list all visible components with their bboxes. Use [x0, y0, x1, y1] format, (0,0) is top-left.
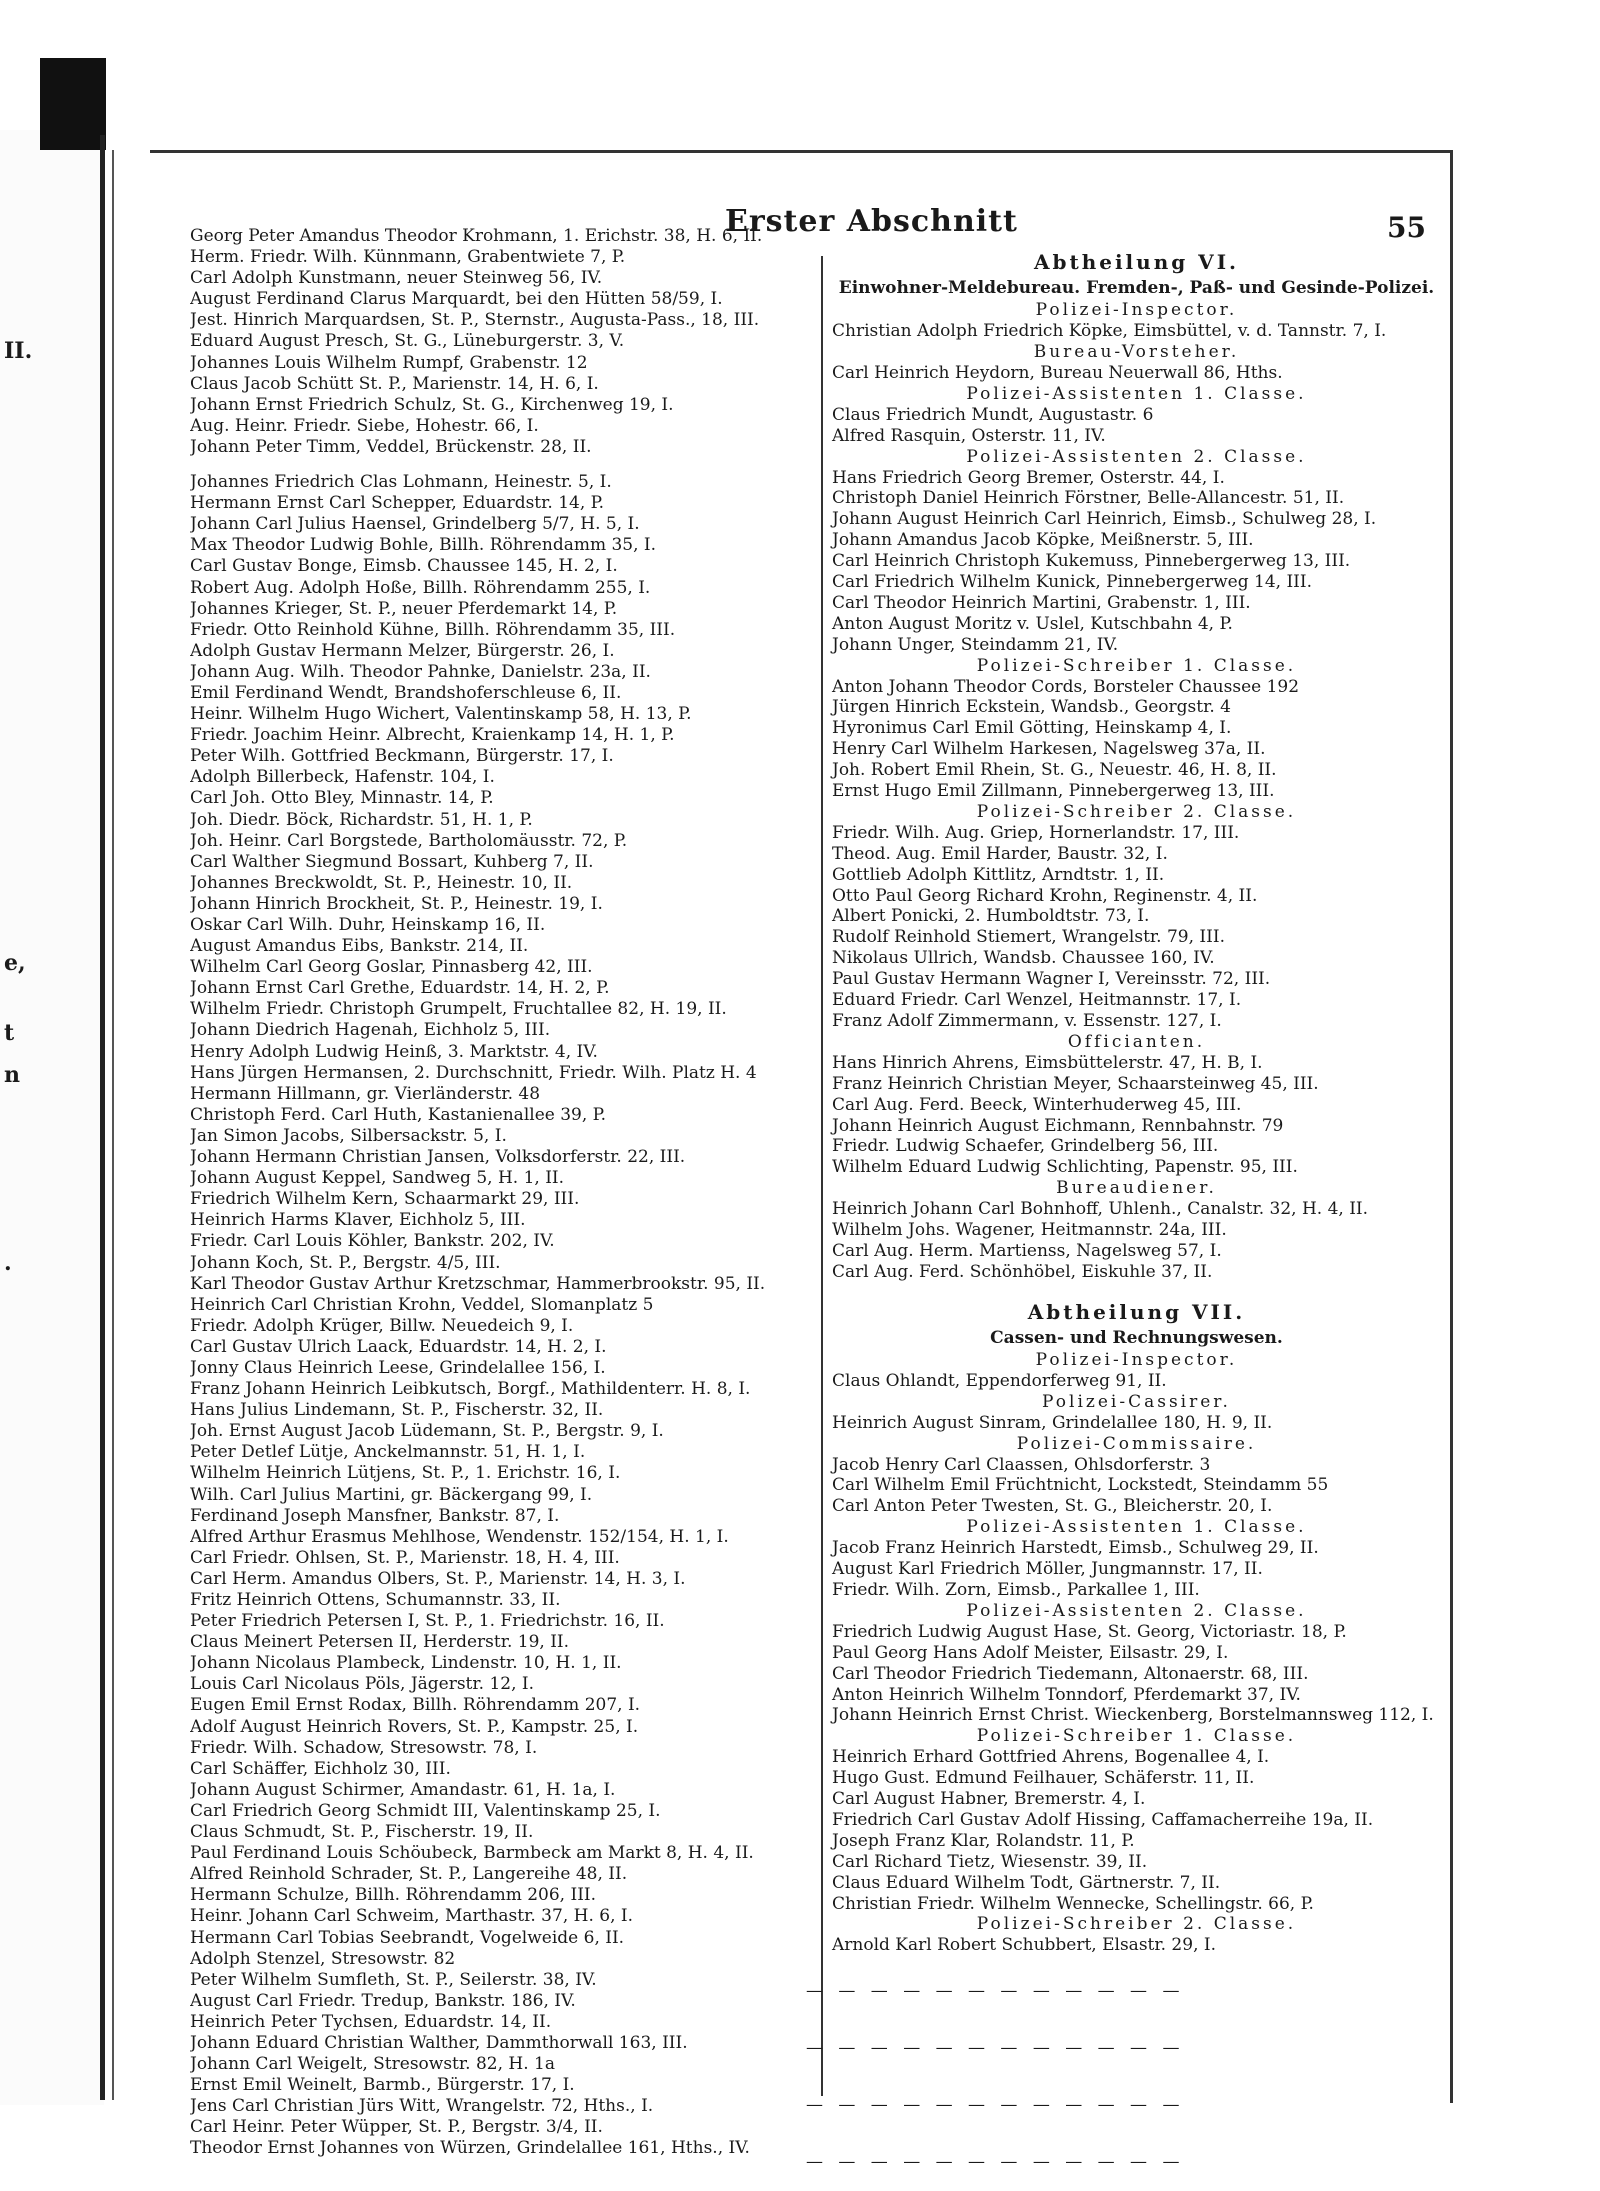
- directory-entry: Alfred Arthur Erasmus Mehlhose, Wendenstr. 152/154, H. 1, I.: [190, 1526, 729, 1547]
- directory-entry: Wilhelm Friedr. Christoph Grumpelt, Fruchtallee 82, H. 19, II.: [190, 999, 727, 1020]
- directory-entry: Eugen Emil Ernst Rodax, Billh. Röhrendamm 207, I.: [190, 1695, 641, 1716]
- directory-entry: Christian Adolph Friedrich Köpke, Eimsbüttel, v. d. Tannstr. 7, I.: [832, 321, 1387, 341]
- directory-entry: Herm. Friedr. Wilh. Künnmann, Grabentwiete 7, P.: [190, 247, 626, 268]
- directory-entry: Joh. Diedr. Böck, Richardstr. 51, H. 1, P.: [190, 809, 533, 830]
- directory-entry: August Ferdinand Clarus Marquardt, bei den Hütten 58/59, I.: [190, 289, 723, 310]
- directory-entry: Johann Carl Julius Haensel, Grindelberg 5/7, H. 5, I.: [190, 514, 640, 535]
- directory-entry: Ernst Emil Weinelt, Barmb., Bürgerstr. 17, I.: [190, 2075, 575, 2096]
- section-heading: Polizei-Schreiber 2. Classe.: [976, 1914, 1297, 1935]
- dash-row: — — — — — — — — — — — —: [806, 2038, 1185, 2058]
- entry-list: [824, 1053, 1449, 1178]
- directory-entry: Carl Theodor Friedrich Tiedemann, Altonaerstr. 68, III.: [832, 1663, 1309, 1684]
- directory-entry: Gottlieb Adolph Kittlitz, Arndtstr. 1, II.: [832, 864, 1165, 885]
- margin-fragment: .: [4, 1250, 12, 1276]
- directory-entry: Jacob Henry Carl Claassen, Ohlsdorferstr. 3: [832, 1454, 1211, 1475]
- directory-entry: Max Theodor Ludwig Bohle, Billh. Röhrendamm 35, I.: [190, 535, 657, 556]
- directory-entry: Carl Adolph Kunstmann, neuer Steinweg 56, IV.: [190, 268, 603, 289]
- directory-entry: Johann Hinrich Brockheit, St. P., Heinestr. 19, I.: [190, 893, 603, 914]
- entry-list: [824, 363, 1449, 384]
- directory-entry: Friedrich Wilhelm Kern, Schaarmarkt 29, III.: [190, 1189, 580, 1210]
- directory-entry: Johann Diedrich Hagenah, Eichholz 5, III.: [190, 1020, 551, 1041]
- directory-entry: Peter Wilh. Gottfried Beckmann, Bürgerstr. 17, I.: [190, 746, 614, 767]
- spine-line-inner: [112, 150, 114, 2100]
- section-spacer: [824, 1283, 1449, 1299]
- entry-list: [824, 1622, 1449, 1726]
- directory-entry: Alfred Rasquin, Osterstr. 11, IV.: [832, 425, 1106, 446]
- left-group-2: [190, 472, 870, 2160]
- directory-entry: August Carl Friedr. Tredup, Bankstr. 186, IV.: [190, 1990, 576, 2011]
- directory-entry: Jan Simon Jacobs, Silbersackstr. 5, I.: [190, 1125, 507, 1146]
- directory-entry: Friedr. Wilh. Zorn, Eimsb., Parkallee 1, III.: [832, 1579, 1200, 1600]
- directory-entry: Friedr. Wilh. Aug. Griep, Hornerlandstr. 17, III.: [832, 822, 1240, 843]
- directory-entry: Carl Gustav Ulrich Laack, Eduardstr. 14, H. 2, I.: [190, 1336, 607, 1357]
- directory-entry: Alfred Reinhold Schrader, St. P., Langereihe 48, II.: [190, 1864, 628, 1885]
- group-gap: [190, 458, 870, 472]
- directory-entry: Johann Ernst Friedrich Schulz, St. G., Kirchenweg 19, I.: [190, 394, 674, 415]
- directory-entry: Hermann Schulze, Billh. Röhrendamm 206, III.: [190, 1885, 597, 1906]
- directory-entry: Christoph Daniel Heinrich Förstner, Belle-Allancestr. 51, II.: [832, 488, 1345, 509]
- directory-entry: Johannes Breckwoldt, St. P., Heinestr. 10, II.: [190, 872, 573, 893]
- directory-entry: Carl Heinrich Christoph Kukemuss, Pinnebergerweg 13, III.: [832, 551, 1351, 572]
- entry-list: [824, 1199, 1449, 1283]
- directory-entry: Anton Johann Theodor Cords, Borsteler Chaussee 192: [832, 676, 1300, 697]
- directory-entry: Hans Julius Lindemann, St. P., Fischerstr. 32, II.: [190, 1400, 604, 1421]
- section-heading: Bureau-Vorsteher.: [1033, 341, 1240, 362]
- abteilung-subtitle: Cassen- und Rechnungswesen.: [990, 1327, 1283, 1348]
- section-heading: Bureaudiener.: [1056, 1178, 1217, 1199]
- margin-fragment: II.: [4, 338, 33, 364]
- right-column: [824, 249, 1449, 1956]
- directory-entry: Claus Jacob Schütt St. P., Marienstr. 14, H. 6, I.: [190, 373, 599, 394]
- directory-entry: Joh. Ernst August Jacob Lüdemann, St. P., Bergstr. 9, I.: [190, 1421, 664, 1442]
- directory-entry: Paul Georg Hans Adolf Meister, Eilsastr. 29, I.: [832, 1642, 1229, 1663]
- spine-line: [100, 135, 105, 2100]
- directory-entry: Theodor Ernst Johannes von Würzen, Grindelallee 161, Hths., IV.: [190, 2138, 750, 2159]
- directory-entry: Jest. Hinrich Marquardsen, St. P., Sternstr., Augusta-Pass., 18, III.: [190, 310, 760, 331]
- section-heading: Polizei-Schreiber 1. Classe.: [976, 655, 1297, 676]
- directory-entry: Friedr. Adolph Krüger, Billw. Neuedeich 9, I.: [190, 1315, 574, 1336]
- directory-entry: Theod. Aug. Emil Harder, Baustr. 32, I.: [832, 843, 1168, 864]
- directory-entry: Emil Ferdinand Wendt, Brandshoferschleuse 6, II.: [190, 682, 622, 703]
- directory-entry: Oskar Carl Wilh. Duhr, Heinskamp 16, II.: [190, 915, 546, 935]
- directory-entry: Johann Aug. Wilh. Theodor Pahnke, Danielstr. 23a, II.: [190, 661, 651, 682]
- directory-entry: Johannes Krieger, St. P., neuer Pferdemarkt 14, P.: [190, 598, 618, 619]
- directory-entry: Claus Ohlandt, Eppendorferweg 91, II.: [832, 1370, 1167, 1391]
- directory-entry: Peter Detlef Lütje, Anckelmannstr. 51, H. 1, I.: [190, 1442, 586, 1463]
- directory-entry: Hermann Hillmann, gr. Vierländerstr. 48: [190, 1083, 541, 1104]
- directory-entry: Heinrich Harms Klaver, Eichholz 5, III.: [190, 1210, 526, 1231]
- directory-entry: Wilhelm Carl Georg Goslar, Pinnasberg 42, III.: [190, 957, 593, 978]
- directory-entry: Hans Friedrich Georg Bremer, Osterstr. 44, I.: [832, 467, 1225, 488]
- section-heading: Polizei-Inspector.: [1035, 1349, 1238, 1370]
- directory-entry: Heinr. Wilhelm Hugo Wichert, Valentinskamp 58, H. 13, P.: [190, 704, 692, 725]
- directory-entry: Johann Peter Timm, Veddel, Brückenstr. 28, II.: [190, 436, 592, 457]
- dash-row: — — — — — — — — — — — —: [806, 2095, 1185, 2115]
- section-heading: Polizei-Schreiber 2. Classe.: [976, 801, 1297, 822]
- directory-entry: Georg Peter Amandus Theodor Krohmann, 1. Erichstr. 38, H. 6, II.: [190, 226, 763, 246]
- abteilung-title: Abtheilung VII.: [1027, 1299, 1246, 1324]
- directory-entry: Johann August Keppel, Sandweg 5, H. 1, II.: [190, 1168, 565, 1189]
- directory-entry: Friedr. Carl Louis Köhler, Bankstr. 202, IV.: [190, 1231, 555, 1252]
- page-number: 55: [1387, 211, 1426, 244]
- directory-entry: Albert Ponicki, 2. Humboldtstr. 73, I.: [832, 906, 1150, 927]
- binding-edge-bar: [40, 58, 106, 150]
- directory-entry: Rudolf Reinhold Stiemert, Wrangelstr. 79, III.: [832, 927, 1225, 948]
- directory-entry: August Karl Friedrich Möller, Jungmannstr. 17, II.: [832, 1559, 1263, 1580]
- directory-entry: Carl Heinrich Heydorn, Bureau Neuerwall 86, Hths.: [832, 362, 1283, 383]
- directory-entry: Claus Eduard Wilhelm Todt, Gärtnerstr. 7, II.: [832, 1872, 1221, 1893]
- directory-entry: Carl Friedrich Wilhelm Kunick, Pinnebergerweg 14, III.: [832, 572, 1313, 593]
- directory-entry: Jonny Claus Heinrich Leese, Grindelallee 156, I.: [190, 1357, 606, 1378]
- directory-entry: Jürgen Hinrich Eckstein, Wandsb., Georgstr. 4: [832, 697, 1231, 718]
- directory-entry: Wilh. Carl Julius Martini, gr. Bäckergang 99, I.: [190, 1484, 593, 1505]
- abteilung-title: Abtheilung VI.: [1033, 250, 1240, 274]
- directory-entry: Friedr. Wilh. Schadow, Stresowstr. 78, I.: [190, 1737, 538, 1758]
- entry-list: [824, 1747, 1449, 1914]
- directory-entry: Friedr. Ludwig Schaefer, Grindelberg 56, III.: [832, 1136, 1219, 1157]
- directory-entry: Claus Schmudt, St. P., Fischerstr. 19, II.: [190, 1822, 534, 1843]
- directory-entry: Friedr. Otto Reinhold Kühne, Billh. Röhrendamm 35, III.: [190, 619, 676, 640]
- directory-entry: Paul Gustav Hermann Wagner I, Vereinsstr. 72, III.: [832, 969, 1271, 990]
- directory-entry: Heinr. Johann Carl Schweim, Marthastr. 37, H. 6, I.: [190, 1906, 633, 1927]
- directory-entry: Hermann Ernst Carl Schepper, Eduardstr. 14, P.: [190, 493, 605, 514]
- directory-entry: Wilhelm Johs. Wagener, Heitmannstr. 24a, III.: [832, 1220, 1227, 1241]
- left-group-1: [190, 226, 870, 458]
- section-heading: Polizei-Assistenten 1. Classe.: [966, 383, 1307, 404]
- directory-entry: Friedrich Carl Gustav Adolf Hissing, Caffamacherreihe 19a, II.: [832, 1809, 1374, 1830]
- directory-entry: Carl Aug. Herm. Martienss, Nagelsweg 57, I.: [832, 1240, 1222, 1261]
- directory-entry: Joh. Heinr. Carl Borgstede, Bartholomäusstr. 72, P.: [190, 830, 628, 851]
- directory-entry: Johann Carl Weigelt, Stresowstr. 82, H. 1a: [190, 2054, 555, 2075]
- directory-entry: Carl Aug. Ferd. Beeck, Winterhuderweg 45, III.: [832, 1094, 1242, 1115]
- section-heading: Polizei-Inspector.: [1035, 300, 1238, 320]
- directory-entry: Eduard Friedr. Carl Wenzel, Heitmannstr. 17, I.: [832, 990, 1242, 1011]
- directory-entry: Ferdinand Joseph Mansfner, Bankstr. 87, I.: [190, 1505, 560, 1526]
- directory-entry: Heinrich Erhard Gottfried Ahrens, Bogenallee 4, I.: [832, 1747, 1270, 1768]
- directory-entry: Heinrich Peter Tychsen, Eduardstr. 14, II.: [190, 2011, 552, 2032]
- entry-list: [824, 405, 1449, 447]
- directory-entry: Carl Schäffer, Eichholz 30, III.: [190, 1758, 451, 1779]
- directory-entry: August Amandus Eibs, Bankstr. 214, II.: [190, 936, 529, 957]
- directory-entry: Carl Gustav Bonge, Eimsb. Chaussee 145, H. 2, I.: [190, 556, 618, 577]
- margin-fragment: e,: [4, 950, 26, 976]
- directory-entry: Heinrich Johann Carl Bohnhoff, Uhlenh., Canalstr. 32, H. 4, II.: [832, 1199, 1369, 1220]
- entry-list: [824, 677, 1449, 802]
- directory-entry: Carl Herm. Amandus Olbers, St. P., Marienstr. 14, H. 3, I.: [190, 1568, 686, 1589]
- directory-entry: Carl Richard Tietz, Wiesenstr. 39, II.: [832, 1851, 1148, 1872]
- directory-entry: Franz Adolf Zimmermann, v. Essenstr. 127, I.: [832, 1010, 1222, 1031]
- directory-entry: Adolf August Heinrich Rovers, St. P., Kampstr. 25, I.: [190, 1716, 639, 1737]
- directory-entry: Johann Heinrich Ernst Christ. Wieckenberg, Borstelmannsweg 112, I.: [832, 1705, 1434, 1726]
- column-divider: [821, 256, 823, 2096]
- directory-entry: Carl Joh. Otto Bley, Minnastr. 14, P.: [190, 788, 494, 809]
- section-heading: Polizei-Assistenten 2. Classe.: [966, 446, 1307, 467]
- directory-entry: Johann Amandus Jacob Köpke, Meißnerstr. 5, III.: [832, 530, 1254, 551]
- directory-entry: Carl August Habner, Bremerstr. 4, I.: [832, 1789, 1146, 1810]
- directory-entry: Fritz Heinrich Ottens, Schumannstr. 33, II.: [190, 1590, 561, 1610]
- directory-entry: Johann Hermann Christian Jansen, Volksdorferstr. 22, III.: [190, 1147, 686, 1168]
- directory-entry: Jacob Franz Heinrich Harstedt, Eimsb., Schulweg 29, II.: [832, 1538, 1319, 1559]
- section-heading: Polizei-Schreiber 1. Classe.: [976, 1726, 1297, 1747]
- directory-entry: Claus Meinert Petersen II, Herderstr. 19, II.: [190, 1632, 570, 1653]
- directory-entry: Carl Anton Peter Twesten, St. G., Bleicherstr. 20, I.: [832, 1496, 1273, 1517]
- directory-entry: Johann Nicolaus Plambeck, Lindenstr. 10, H. 1, II.: [190, 1653, 622, 1674]
- section-heading: Officianten.: [1067, 1031, 1206, 1052]
- previous-page-edge: [0, 130, 104, 2105]
- directory-entry: Johann Unger, Steindamm 21, IV.: [832, 634, 1119, 655]
- directory-entry: Eduard August Presch, St. G., Lüneburgerstr. 3, V.: [190, 331, 625, 352]
- directory-entry: Friedrich Ludwig August Hase, St. Georg, Victoriastr. 18, P.: [832, 1621, 1347, 1642]
- directory-entry: Christian Friedr. Wilhelm Wennecke, Schellingstr. 66, P.: [832, 1893, 1314, 1914]
- entry-list: [824, 1538, 1449, 1601]
- section-heading: Polizei-Assistenten 2. Classe.: [966, 1600, 1307, 1621]
- directory-entry: Henry Carl Wilhelm Harkesen, Nagelsweg 37a, II.: [832, 739, 1266, 760]
- directory-entry: Heinrich August Sinram, Grindelallee 180, H. 9, II.: [832, 1412, 1273, 1433]
- entry-list: [824, 1413, 1449, 1434]
- entry-list: [824, 468, 1449, 656]
- directory-entry: Nikolaus Ullrich, Wandsb. Chaussee 160, IV.: [832, 948, 1215, 969]
- directory-entry: Carl Friedrich Georg Schmidt III, Valentinskamp 25, I.: [190, 1800, 661, 1821]
- directory-entry: Franz Johann Heinrich Leibkutsch, Borgf., Mathildenterr. H. 8, I.: [190, 1379, 751, 1400]
- directory-entry: Adolph Stenzel, Stresowstr. 82: [190, 1948, 456, 1969]
- blank-placeholder-lines: [806, 1944, 1184, 2191]
- directory-entry: Johannes Friedrich Clas Lohmann, Heinestr. 5, I.: [190, 472, 612, 493]
- entry-list: [824, 321, 1449, 342]
- directory-entry: Christoph Ferd. Carl Huth, Kastanienallee 39, P.: [190, 1104, 607, 1125]
- directory-entry: Franz Heinrich Christian Meyer, Schaarsteinweg 45, III.: [832, 1073, 1319, 1094]
- directory-entry: Adolph Billerbeck, Hafenstr. 104, I.: [190, 767, 495, 788]
- entry-list: [824, 1455, 1449, 1518]
- directory-entry: Arnold Karl Robert Schubbert, Elsastr. 29, I.: [832, 1935, 1216, 1956]
- directory-entry: Joh. Robert Emil Rhein, St. G., Neuestr. 46, H. 8, II.: [832, 760, 1277, 781]
- directory-entry: Robert Aug. Adolph Hoße, Billh. Röhrendamm 255, I.: [190, 577, 651, 598]
- directory-entry: Johann Heinrich August Eichmann, Rennbahnstr. 79: [832, 1115, 1284, 1136]
- directory-entry: Johann Eduard Christian Walther, Dammthorwall 163, III.: [190, 2032, 688, 2053]
- directory-entry: Carl Aug. Ferd. Schönhöbel, Eiskuhle 37, II.: [832, 1261, 1213, 1282]
- directory-entry: Carl Friedr. Ohlsen, St. P., Marienstr. 18, H. 4, III.: [190, 1547, 620, 1568]
- directory-entry: Friedr. Joachim Heinr. Albrecht, Kraienkamp 14, H. 1, P.: [190, 725, 675, 746]
- directory-entry: Johann August Heinrich Carl Heinrich, Eimsb., Schulweg 28, I.: [832, 509, 1377, 530]
- left-column: [190, 226, 870, 2160]
- directory-entry: Anton August Moritz v. Uslel, Kutschbahn 4, P.: [832, 613, 1233, 634]
- directory-entry: Wilhelm Heinrich Lütjens, St. P., 1. Erichstr. 16, I.: [190, 1463, 621, 1484]
- section-heading: Polizei-Cassirer.: [1042, 1391, 1231, 1412]
- directory-entry: Hermann Carl Tobias Seebrandt, Vogelweide 6, II.: [190, 1927, 625, 1948]
- dash-row: — — — — — — — — — — — —: [806, 1981, 1185, 2001]
- dash-row: — — — — — — — — — — — —: [806, 2152, 1185, 2172]
- directory-entry: Johann August Schirmer, Amandastr. 61, H. 1a, I.: [190, 1779, 616, 1800]
- directory-page: [150, 150, 1453, 2159]
- directory-entry: Hugo Gust. Edmund Feilhauer, Schäferstr. 11, II.: [832, 1768, 1255, 1789]
- margin-fragment: n: [4, 1062, 20, 1088]
- directory-entry: Hyronimus Carl Emil Götting, Heinskamp 4, I.: [832, 718, 1232, 739]
- directory-entry: Ernst Hugo Emil Zillmann, Pinnebergerweg 13, III.: [832, 781, 1275, 802]
- directory-entry: Otto Paul Georg Richard Krohn, Reginenstr. 4, II.: [832, 885, 1258, 906]
- directory-entry: Louis Carl Nicolaus Pöls, Jägerstr. 12, I.: [190, 1674, 535, 1695]
- directory-entry: Peter Wilhelm Sumfleth, St. P., Seilerstr. 38, IV.: [190, 1969, 597, 1990]
- directory-entry: Carl Theodor Heinrich Martini, Grabenstr. 1, III.: [832, 592, 1251, 613]
- section-heading: Polizei-Commissaire.: [1016, 1433, 1257, 1454]
- entry-list: [824, 823, 1449, 1032]
- directory-entry: Adolph Gustav Hermann Melzer, Bürgerstr. 26, I.: [190, 640, 615, 661]
- directory-entry: Johann Ernst Carl Grethe, Eduardstr. 14, H. 2, P.: [190, 978, 610, 999]
- directory-entry: Claus Friedrich Mundt, Augustastr. 6: [832, 404, 1154, 425]
- directory-entry: Heinrich Carl Christian Krohn, Veddel, Slomanplatz 5: [190, 1294, 654, 1315]
- directory-entry: Hans Hinrich Ahrens, Eimsbüttelerstr. 47, H. B, I.: [832, 1052, 1263, 1073]
- directory-entry: Carl Wilhelm Emil Früchtnicht, Lockstedt, Steindamm 55: [832, 1475, 1329, 1496]
- directory-entry: Wilhelm Eduard Ludwig Schlichting, Papenstr. 95, III.: [832, 1157, 1298, 1178]
- page-title: Erster Abschnitt: [725, 204, 1018, 239]
- directory-entry: Anton Heinrich Wilhelm Tonndorf, Pferdemarkt 37, IV.: [832, 1684, 1301, 1705]
- directory-entry: Aug. Heinr. Friedr. Siebe, Hohestr. 66, I.: [190, 415, 539, 436]
- directory-entry: Peter Friedrich Petersen I, St. P., 1. Friedrichstr. 16, II.: [190, 1611, 665, 1632]
- directory-entry: Jens Carl Christian Jürs Witt, Wrangelstr. 72, Hths., I.: [190, 2096, 654, 2117]
- margin-fragment: t: [4, 1020, 15, 1046]
- directory-entry: Karl Theodor Gustav Arthur Kretzschmar, Hammerbrookstr. 95, II.: [190, 1273, 766, 1294]
- directory-entry: Hans Jürgen Hermansen, 2. Durchschnitt, Friedr. Wilh. Platz H. 4: [190, 1062, 757, 1083]
- directory-entry: Johannes Louis Wilhelm Rumpf, Grabenstr. 12: [190, 352, 588, 373]
- directory-entry: Joseph Franz Klar, Rolandstr. 11, P.: [832, 1830, 1135, 1851]
- directory-entry: Carl Heinr. Peter Wüpper, St. P., Bergstr. 3/4, II.: [190, 2117, 603, 2138]
- directory-entry: Carl Walther Siegmund Bossart, Kuhberg 7, II.: [190, 851, 594, 872]
- section-heading: Polizei-Assistenten 1. Classe.: [966, 1517, 1307, 1538]
- abteilung-subtitle: Einwohner-Meldebureau. Fremden-, Paß- und Gesinde-Polizei.: [838, 278, 1435, 298]
- entry-list: [824, 1371, 1449, 1392]
- directory-entry: Henry Adolph Ludwig Heinß, 3. Marktstr. 4, IV.: [190, 1041, 598, 1062]
- directory-entry: Johann Koch, St. P., Bergstr. 4/5, III.: [190, 1252, 501, 1273]
- directory-entry: Paul Ferdinand Louis Schöubeck, Barmbeck am Markt 8, H. 4, II.: [190, 1843, 754, 1864]
